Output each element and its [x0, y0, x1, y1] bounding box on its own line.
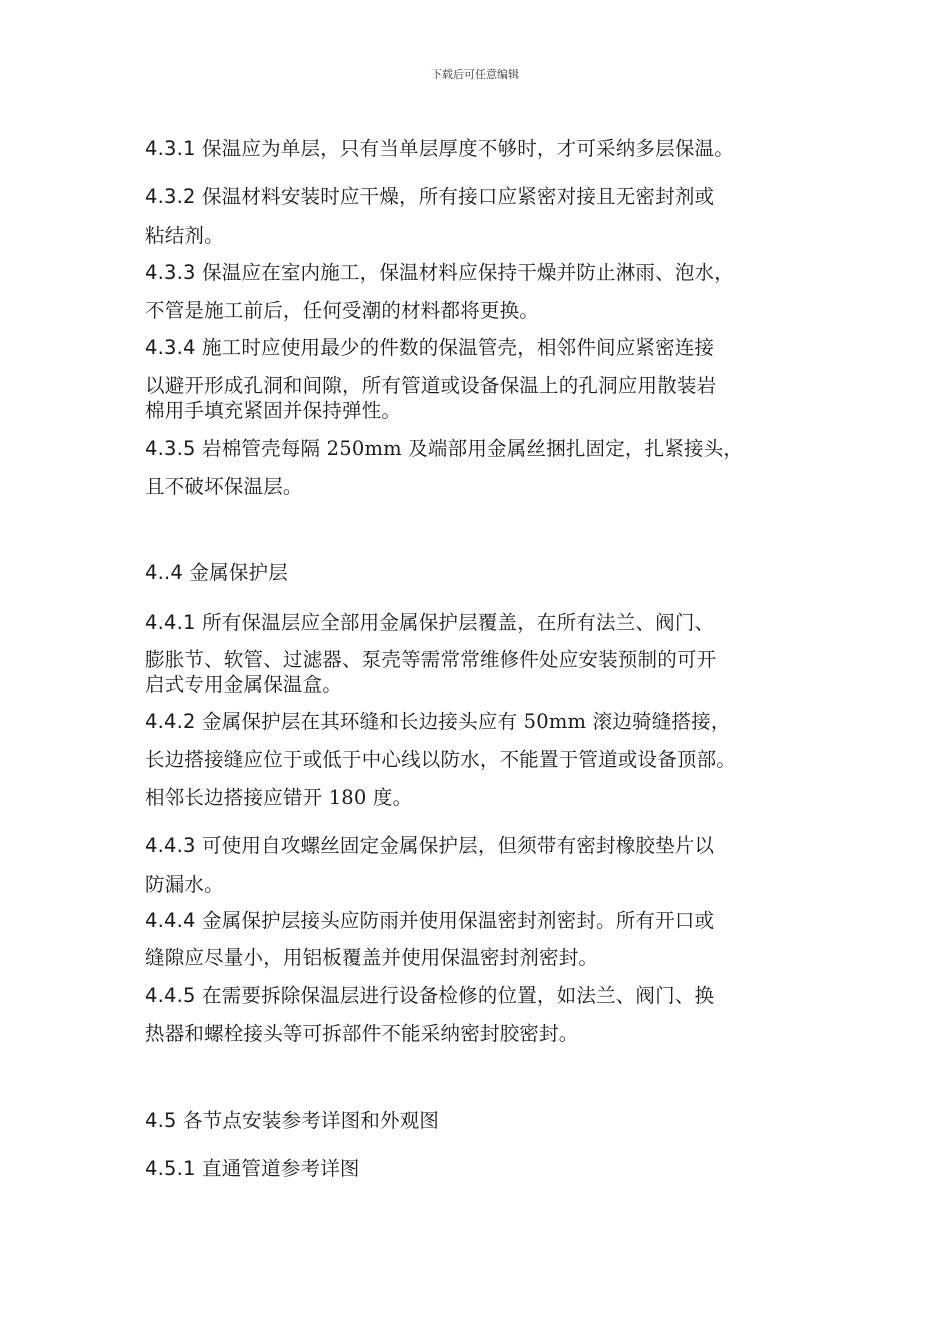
- line-text: 施工时应使用最少的件数的保温管壳，相邻件间应紧密连接: [195, 336, 715, 359]
- line-text: 金属保护层在其环缝和长边接头应有 50mm 滚边骑缝搭接，: [195, 710, 731, 733]
- paragraph-line: [145, 983, 714, 1009]
- line-text: 所有保温层应全部用金属保护层覆盖，在所有法兰、阀门、: [195, 611, 715, 634]
- paragraph-line: [145, 436, 743, 462]
- paragraph-line: [145, 398, 401, 424]
- line-text: 不管是施工前后，任何受潮的材料都将更换。: [145, 299, 540, 322]
- line-text: 棉用手填充紧固并保持弹性。: [145, 399, 402, 422]
- section-number: 4.3.1: [145, 137, 196, 160]
- section-number: 4.3.5: [145, 437, 196, 460]
- line-text: 启式专用金属保温盒。: [145, 673, 343, 696]
- section-number: 4.4.1: [145, 611, 196, 634]
- paragraph-line: [145, 260, 734, 286]
- paragraph-line: [145, 474, 303, 500]
- paragraph-line: [145, 908, 714, 934]
- line-text: 缝隙应尽量小，用铝板覆盖并使用保温密封剂密封。: [145, 946, 599, 969]
- paragraph-line: [145, 1021, 578, 1047]
- line-text: 热器和螺栓接头等可拆部件不能采纳密封胶密封。: [145, 1022, 579, 1045]
- section-number: 4.4.2: [145, 710, 196, 733]
- section-number: 4.3.3: [145, 261, 196, 284]
- section-number: 4.4.5: [145, 984, 196, 1007]
- line-text: 保温应在室内施工，保温材料应保持干燥并防止淋雨、泡水，: [195, 261, 734, 284]
- section-number: 4.4.3: [145, 834, 196, 857]
- paragraph-line: [145, 373, 716, 399]
- line-text: 以避开形成孔洞和间隙，所有管道或设备保温上的孔洞应用散装岩: [145, 374, 717, 397]
- line-text: 保温材料安装时应干燥，所有接口应紧密对接且无密封剂或: [195, 185, 715, 208]
- line-text: 在需要拆除保温层进行设备检修的位置，如法兰、阀门、换: [195, 984, 715, 1007]
- paragraph-line: [145, 709, 731, 735]
- line-text: 相邻长边搭接应错开 180 度。: [145, 786, 413, 809]
- paragraph-line: [145, 610, 714, 636]
- paragraph-line: [145, 747, 736, 773]
- paragraph-line: [145, 945, 598, 971]
- section-number: 4.3.4: [145, 336, 196, 359]
- paragraph-line: [145, 647, 716, 673]
- line-text: 保温应为单层，只有当单层厚度不够时，才可采纳多层保温。: [195, 137, 734, 160]
- paragraph-line: [145, 785, 412, 811]
- section-number: 4..4: [145, 561, 184, 584]
- line-text: 金属保护层接头应防雨并使用保温密封剂密封。所有开口或: [195, 909, 715, 932]
- paragraph-line: [145, 560, 288, 586]
- paragraph-line: [145, 1156, 360, 1182]
- line-text: 且不破坏保温层。: [145, 475, 303, 498]
- line-text: 防漏水。: [145, 873, 224, 896]
- line-text: 长边搭接缝应位于或低于中心线以防水，不能置于管道或设备顶部。: [145, 748, 737, 771]
- section-number: 4.3.2: [145, 185, 196, 208]
- line-text: 直通管道参考详图: [195, 1157, 360, 1180]
- paragraph-line: [145, 136, 734, 162]
- section-number: 4.5.1: [145, 1157, 196, 1180]
- paragraph-line: [145, 1108, 439, 1134]
- paragraph-line: [145, 184, 714, 210]
- section-number: 4.5: [145, 1109, 177, 1132]
- line-text: 粘结剂。: [145, 224, 224, 247]
- page-header: 下载后可任意编辑: [431, 68, 519, 81]
- paragraph-line: [145, 833, 714, 859]
- line-text: 金属保护层: [183, 561, 288, 584]
- line-text: 膨胀节、软管、过滤器、泵壳等需常常维修件处应安装预制的可开: [145, 648, 717, 671]
- line-text: 可使用自攻螺丝固定金属保护层，但须带有密封橡胶垫片以: [195, 834, 715, 857]
- paragraph-line: [145, 335, 714, 361]
- paragraph-line: [145, 223, 224, 249]
- paragraph-line: [145, 298, 539, 324]
- line-text: 各节点安装参考详图和外观图: [176, 1109, 440, 1132]
- paragraph-line: [145, 872, 224, 898]
- line-text: 岩棉管壳每隔 250mm 及端部用金属丝捆扎固定，扎紧接头，: [195, 437, 744, 460]
- paragraph-line: [145, 672, 342, 698]
- section-number: 4.4.4: [145, 909, 196, 932]
